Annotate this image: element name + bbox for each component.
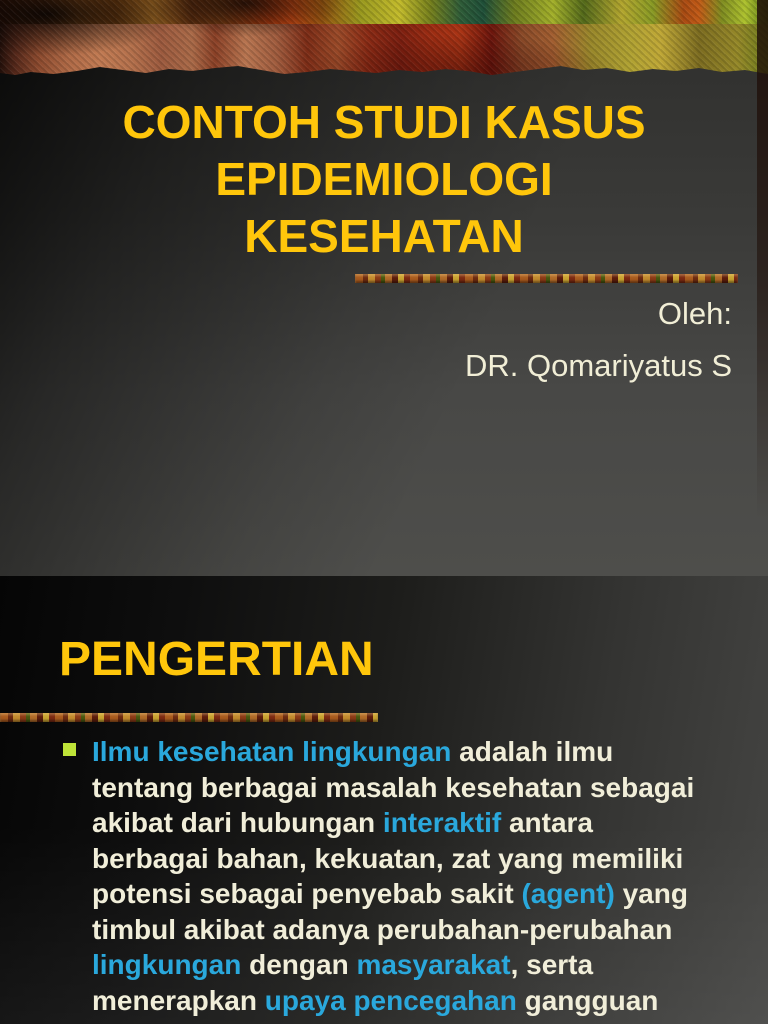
slide-2-pengertian-slide	[0, 576, 768, 1024]
byline	[465, 288, 732, 392]
body-text: berbagai bahan, kekuatan, zat yang memiliki	[92, 842, 684, 874]
bullet-line	[92, 983, 694, 1019]
body-text: , serta	[510, 949, 594, 980]
bullet-line	[92, 770, 694, 806]
byline-name: DR. Qomariyatus S	[464, 348, 732, 383]
bullet-line	[92, 841, 694, 877]
bullet-line	[92, 876, 694, 912]
body-text: potensi sebagai penyebab sakit	[92, 878, 522, 909]
highlighted-term: lingkungan	[92, 949, 242, 980]
highlighted-term: (agent)	[521, 878, 615, 909]
body-text: adalah ilmu	[451, 736, 614, 767]
highlighted-term: upaya pencegahan	[264, 984, 517, 1016]
banner-art-texture	[0, 0, 768, 78]
bullet-line	[92, 734, 694, 770]
body-text: timbul akibat adanya perubahan-perubahan	[92, 913, 673, 945]
title-divider-strip	[355, 274, 738, 283]
bullet-paragraph	[92, 734, 694, 1018]
highlighted-term: interaktif	[382, 807, 502, 838]
byline-label: Oleh:	[657, 296, 732, 331]
title-line-2: EPIDEMIOLOGI	[215, 153, 553, 205]
body-text: dengan	[241, 949, 357, 980]
title-line-3: KESEHATAN	[244, 210, 524, 262]
heading-divider-strip	[0, 713, 378, 722]
bullet-line	[92, 912, 694, 948]
highlighted-term: masyarakat	[356, 949, 511, 980]
body-text: tentang berbagai masalah kesehatan sebagai	[92, 771, 695, 803]
body-text: menerapkan	[92, 984, 265, 1016]
body-text: antara	[501, 807, 593, 838]
highlighted-term: Ilmu kesehatan lingkungan	[92, 736, 452, 767]
section-heading: PENGERTIAN	[59, 633, 374, 686]
slide-title	[0, 94, 768, 265]
bullet-line	[92, 947, 694, 983]
body-text: akibat dari hubungan	[92, 807, 383, 838]
bullet-line	[92, 805, 694, 841]
body-text: gangguan	[516, 984, 659, 1016]
bullet-square-icon	[63, 743, 76, 756]
body-text: yang	[614, 878, 688, 909]
title-line-1: CONTOH STUDI KASUS	[122, 96, 646, 148]
